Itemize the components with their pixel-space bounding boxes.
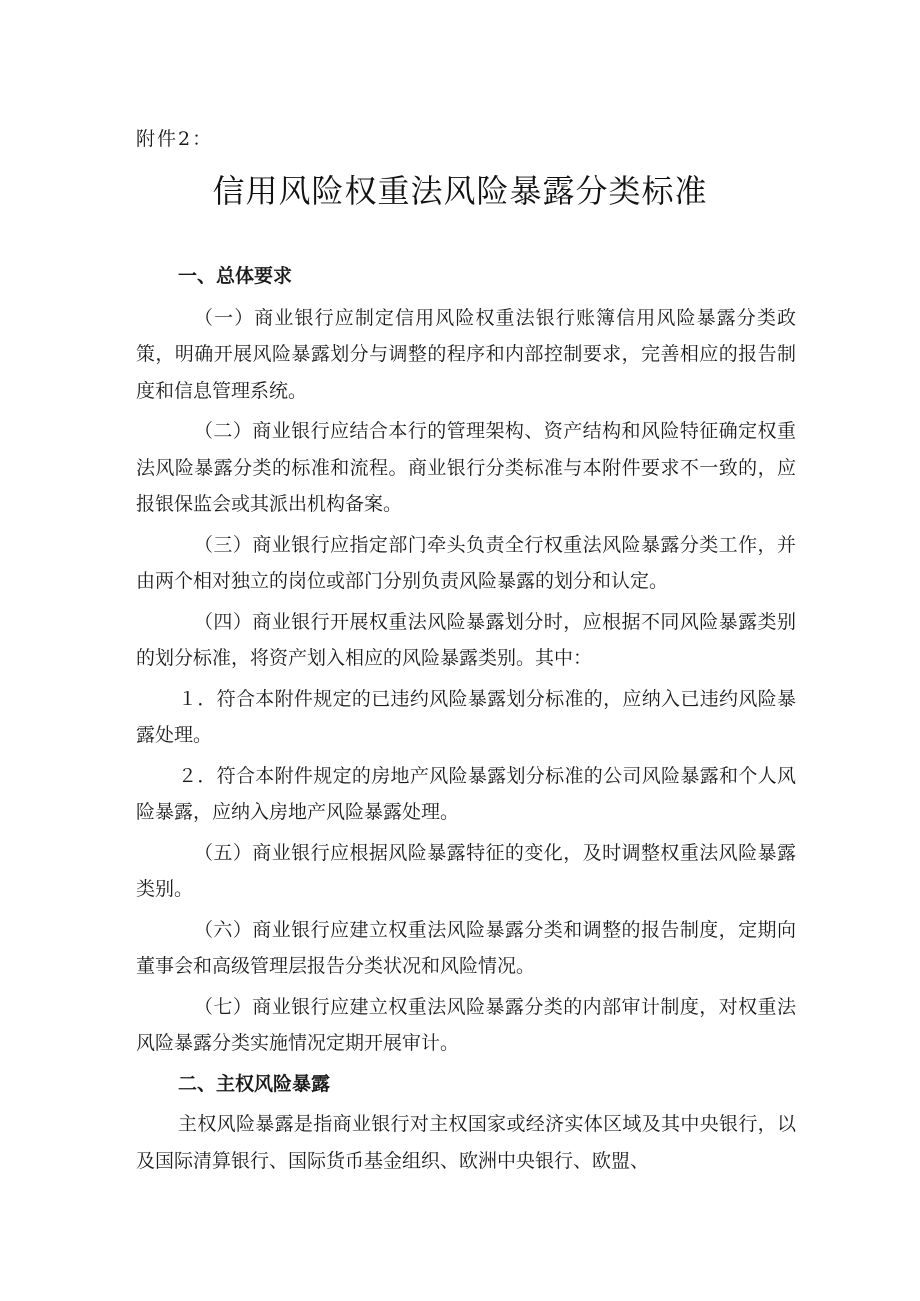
paragraph: （七）商业银行应建立权重法风险暴露分类的内部审计制度，对权重法风险暴露分类实施情况定期开展审计。 (136, 995, 796, 1054)
attachment-label: 附件2： (136, 128, 214, 150)
paragraph: （二）商业银行应结合本行的管理架构、资产结构和风险特征确定权重法风险暴露分类的标准和流程。商业银行分类标准与本附件要求不一致的，应报银保监会或其派出机构备案。 (136, 420, 796, 515)
paragraph: （四）商业银行开展权重法风险暴露划分时，应根据不同风险暴露类别的划分标准，将资产划入相应的风险暴露类别。其中： (136, 610, 796, 669)
document-body (136, 258, 796, 1183)
section-heading: 一、总体要求 (178, 265, 293, 287)
paragraph: （六）商业银行应建立权重法风险暴露分类和调整的报告制度，定期向董事会和高级管理层报告分类状况和风险情况。 (136, 918, 796, 977)
paragraph: 主权风险暴露是指商业银行对主权国家或经济实体区域及其中央银行，以及国际清算银行、国际货币基金组织、欧洲中央银行、欧盟、 (136, 1113, 796, 1172)
section-heading: 二、主权风险暴露 (178, 1072, 331, 1095)
paragraph: （三）商业银行应指定部门牵头负责全行权重法风险暴露分类工作，并由两个相对独立的岗位或部门分别负责风险暴露的划分和认定。 (136, 533, 796, 592)
numbered-item: １．符合本附件规定的已违约风险暴露划分标准的，应纳入已违约风险暴露处理。 (136, 687, 796, 746)
paragraph: （一）商业银行应制定信用风险权重法银行账簿信用风险暴露分类政策，明确开展风险暴露划分与调整的程序和内部控制要求，完善相应的报告制度和信息管理系统。 (136, 306, 796, 402)
paragraph: （五）商业银行应根据风险暴露特征的变化，及时调整权重法风险暴露类别。 (136, 841, 796, 900)
numbered-item: ２．符合本附件规定的房地产风险暴露划分标准的公司风险暴露和个人风险暴露，应纳入房地产风险暴露处理。 (136, 764, 796, 823)
document-title: 信用风险权重法风险暴露分类标准 (212, 172, 708, 210)
